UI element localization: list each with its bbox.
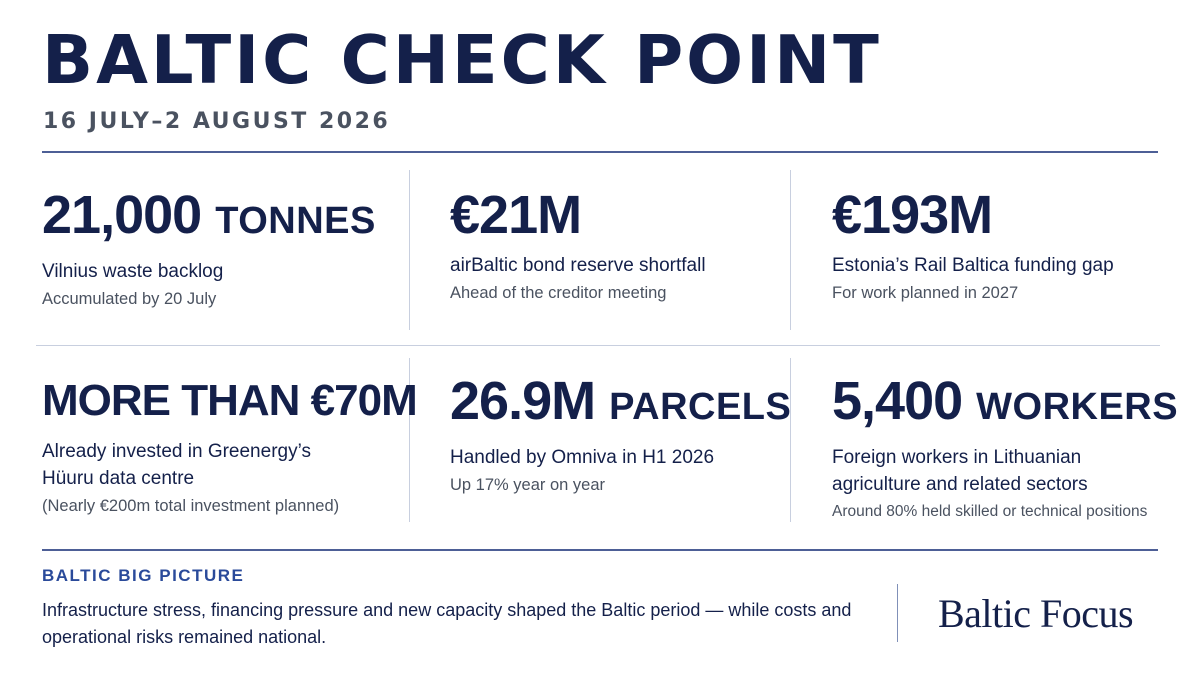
stat-value: 21,000 TONNES bbox=[42, 185, 376, 245]
grid-column-divider bbox=[409, 170, 410, 330]
stat-label: Vilnius waste backlog bbox=[42, 261, 224, 282]
stat-omniva-parcels bbox=[450, 370, 810, 497]
stat-value: €193M bbox=[832, 185, 993, 245]
stat-airbaltic-shortfall bbox=[450, 184, 810, 305]
stat-note: Ahead of the creditor meeting bbox=[450, 284, 667, 302]
stat-label: airBaltic bond reserve shortfall bbox=[450, 255, 706, 276]
summary-text: Infrastructure stress, financing pressure and new capacity shaped the Baltic period — while costs and operational risks remained national. bbox=[42, 600, 852, 647]
stat-label: Estonia’s Rail Baltica funding gap bbox=[832, 255, 1114, 276]
stat-unit: WORKERS bbox=[976, 386, 1179, 428]
stat-note: For work planned in 2027 bbox=[832, 284, 1019, 302]
page-title: BALTIC CHECK POINT bbox=[42, 21, 882, 99]
stat-waste-backlog bbox=[42, 184, 402, 311]
stat-value: MORE THAN €70M bbox=[42, 376, 417, 425]
date-range: 16 JULY–2 AUGUST 2026 bbox=[43, 109, 391, 134]
stat-unit: PARCELS bbox=[609, 386, 792, 428]
stat-value: €21M bbox=[450, 185, 582, 245]
footer-divider bbox=[42, 549, 1158, 551]
stat-note: (Nearly €200m total investment planned) bbox=[42, 497, 340, 515]
header-divider bbox=[42, 151, 1158, 153]
stat-value: 26.9M PARCELS bbox=[450, 371, 792, 431]
brand-logo: Baltic Focus bbox=[938, 591, 1134, 636]
stat-label: Foreign workers in Lithuanian agriculture and related sectors bbox=[832, 447, 1088, 495]
grid-row-divider bbox=[36, 345, 1160, 346]
brand-divider bbox=[897, 584, 898, 642]
stat-data-centre-investment bbox=[42, 370, 417, 518]
stat-unit: TONNES bbox=[215, 200, 376, 242]
stat-label: Already invested in Greenergy’s Hüuru data centre bbox=[42, 441, 311, 489]
stat-label: Handled by Omniva in H1 2026 bbox=[450, 447, 715, 468]
stat-note: Up 17% year on year bbox=[450, 476, 606, 494]
stat-foreign-workers bbox=[832, 370, 1179, 524]
section-kicker: BALTIC BIG PICTURE bbox=[42, 566, 245, 585]
stat-value: 5,400 WORKERS bbox=[832, 371, 1179, 431]
stat-note: Around 80% held skilled or technical positions bbox=[832, 503, 1148, 520]
stat-note: Accumulated by 20 July bbox=[42, 290, 217, 308]
stat-rail-baltica-gap bbox=[832, 184, 1192, 305]
